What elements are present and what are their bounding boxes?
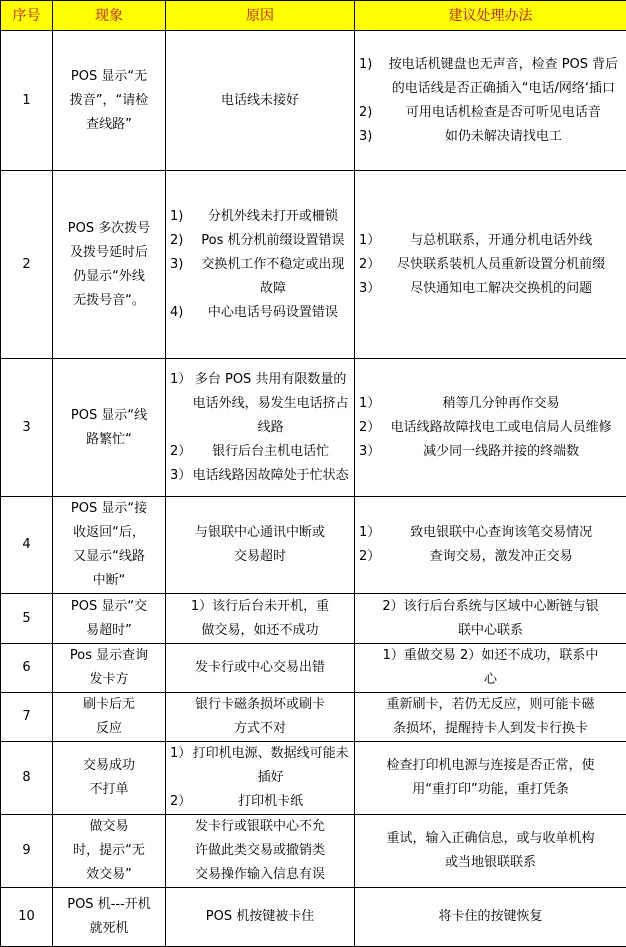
list-text: 与总机联系，开通分机电话外线 — [380, 229, 622, 253]
list-item — [359, 253, 622, 277]
table-row — [1, 888, 626, 947]
list-marker: 3) — [359, 125, 385, 149]
phenomenon-cell — [53, 644, 166, 693]
list-item — [170, 301, 350, 325]
list-marker: 1） — [170, 368, 191, 440]
list-marker: 3） — [359, 440, 380, 464]
solution-line: 1）重做交易 2）如还不成功，联系中 — [359, 644, 622, 668]
list-item — [359, 392, 622, 416]
list-marker: 4) — [170, 301, 196, 325]
phenomenon-line: 拨音”，“请检 — [57, 89, 161, 113]
solution-line: 条损坏，提醒持卡人到发卡行换卡 — [359, 717, 622, 741]
cause-line: 1）该行后台未开机，重 — [170, 595, 350, 619]
phenomenon-cell — [53, 497, 166, 594]
list-text: 按电话机键盘也无声音，检查 POS 背后的电话线是否正确插入“电话/网络‘插口 — [385, 53, 622, 101]
phenomenon-line: 仍显示“外线 — [57, 265, 161, 289]
numbered-list — [170, 368, 350, 488]
phenomenon-line: 易超时” — [57, 619, 161, 643]
list-marker: 2) — [359, 101, 385, 125]
phenomenon-cell — [53, 815, 166, 888]
seq-cell: 3 — [1, 359, 53, 497]
table-row — [1, 171, 626, 359]
list-item — [170, 464, 350, 488]
cause-cell — [166, 815, 355, 888]
table-row — [1, 742, 626, 815]
table-row — [1, 693, 626, 742]
table-row — [1, 31, 626, 171]
numbered-list — [359, 521, 622, 569]
list-text: 电话线路故障找电工或电信局人员维修 — [380, 416, 622, 440]
solution-line: 重新刷卡，若仍无反应，则可能卡磁 — [359, 693, 622, 717]
list-marker: 2） — [359, 253, 380, 277]
header-phenomenon: 现象 — [53, 1, 166, 31]
cause-line: 与银联中心通讯中断或 — [170, 521, 350, 545]
cause-cell — [166, 594, 355, 644]
phenomenon-line: 反应 — [57, 717, 161, 741]
phenomenon-line: POS 显示“接 — [57, 497, 161, 521]
solution-cell — [355, 31, 626, 171]
cause-line: 发卡行或中心交易出错 — [170, 656, 350, 680]
phenomenon-line: 无拨号音“。 — [57, 289, 161, 313]
solution-line: 联中心联系 — [359, 619, 622, 643]
phenomenon-line: 时，提示“无 — [57, 839, 161, 863]
seq-cell: 7 — [1, 693, 53, 742]
cause-cell — [166, 888, 355, 947]
numbered-list — [170, 742, 350, 814]
solution-cell — [355, 171, 626, 359]
seq-cell: 2 — [1, 171, 53, 359]
phenomenon-line: 发卡方 — [57, 668, 161, 692]
phenomenon-line: 中断“ — [57, 569, 161, 593]
list-item — [359, 545, 622, 569]
phenomenon-line: 又显示“线路 — [57, 545, 161, 569]
phenomenon-line: 及拨号延时后 — [57, 241, 161, 265]
solution-cell — [355, 888, 626, 947]
seq-cell: 9 — [1, 815, 53, 888]
cause-line: 交易超时 — [170, 545, 350, 569]
list-text: 稍等几分钟再作交易 — [380, 392, 622, 416]
list-marker: 3） — [359, 277, 380, 301]
cause-cell — [166, 644, 355, 693]
list-text: 尽快联系装机人员重新设置分机前缀 — [380, 253, 622, 277]
cause-line: 交易操作输入信息有误 — [170, 863, 350, 887]
list-text: 打印机电源、数据线可能未插好 — [191, 742, 350, 790]
list-item — [359, 521, 622, 545]
phenomenon-line: 做交易 — [57, 815, 161, 839]
cause-line: 银行卡磁条损坏或刷卡 — [170, 693, 350, 717]
phenomenon-cell — [53, 888, 166, 947]
table-row — [1, 497, 626, 594]
solution-line: 将卡住的按键恢复 — [359, 905, 622, 929]
phenomenon-cell — [53, 594, 166, 644]
list-text: 查询交易，激发冲正交易 — [380, 545, 622, 569]
solution-line: 重试，输入正确信息，或与收单机构 — [359, 827, 622, 851]
list-item — [170, 253, 350, 301]
phenomenon-line: 交易成功 — [57, 754, 161, 778]
numbered-list — [359, 53, 622, 149]
phenomenon-line: 就死机 — [57, 917, 161, 941]
list-marker: 1) — [170, 205, 196, 229]
phenomenon-line: 刷卡后无 — [57, 693, 161, 717]
cause-cell — [166, 171, 355, 359]
seq-cell: 6 — [1, 644, 53, 693]
list-marker: 2） — [359, 545, 380, 569]
list-text: 银行后台主机电话忙 — [191, 440, 350, 464]
list-item — [359, 277, 622, 301]
solution-line: 用“重打印”功能，重打凭条 — [359, 778, 622, 802]
list-item — [359, 53, 622, 101]
list-marker: 1） — [359, 521, 380, 545]
header-cause: 原因 — [166, 1, 355, 31]
cause-line: POS 机按键被卡住 — [170, 905, 350, 929]
list-item — [170, 742, 350, 790]
list-item — [170, 229, 350, 253]
phenomenon-line: POS 多次拨号 — [57, 217, 161, 241]
numbered-list — [359, 392, 622, 464]
phenomenon-cell — [53, 359, 166, 497]
list-marker: 2） — [170, 440, 191, 464]
cause-cell — [166, 742, 355, 815]
solution-line: 检查打印机电源与连接是否正常，使 — [359, 754, 622, 778]
table-row — [1, 644, 626, 693]
seq-cell: 1 — [1, 31, 53, 171]
list-text: 减少同一线路并接的终端数 — [380, 440, 622, 464]
seq-cell: 4 — [1, 497, 53, 594]
list-text: 电话线路因故障处于忙状态 — [191, 464, 350, 488]
numbered-list — [170, 205, 350, 325]
list-marker: 2） — [359, 416, 380, 440]
phenomenon-line: 效交易” — [57, 863, 161, 887]
list-item — [170, 790, 350, 814]
solution-cell — [355, 359, 626, 497]
list-text: 多台 POS 共用有限数量的电话外线，易发生电话挤占线路 — [191, 368, 350, 440]
list-item — [170, 205, 350, 229]
phenomenon-line: Pos 显示查询 — [57, 644, 161, 668]
solution-line: 心 — [359, 668, 622, 692]
solution-cell — [355, 742, 626, 815]
phenomenon-line: POS 显示“线 — [57, 404, 161, 428]
list-marker: 1) — [359, 53, 385, 101]
cause-cell — [166, 497, 355, 594]
cause-line: 电话线未接好 — [170, 89, 350, 113]
list-item — [359, 416, 622, 440]
phenomenon-cell — [53, 693, 166, 742]
header-seq: 序号 — [1, 1, 53, 31]
seq-cell: 10 — [1, 888, 53, 947]
table-row — [1, 594, 626, 644]
solution-cell — [355, 815, 626, 888]
list-text: 打印机卡纸 — [191, 790, 350, 814]
seq-cell: 5 — [1, 594, 53, 644]
list-marker: 1） — [359, 229, 380, 253]
header-row — [1, 1, 626, 31]
list-text: 分机外线未打开或柵锁 — [196, 205, 350, 229]
cause-cell — [166, 359, 355, 497]
list-text: 致电银联中心查询该笔交易情况 — [380, 521, 622, 545]
table-row — [1, 359, 626, 497]
solution-cell — [355, 693, 626, 742]
solution-cell — [355, 497, 626, 594]
phenomenon-cell — [53, 742, 166, 815]
cause-line: 许做此类交易或撤销类 — [170, 839, 350, 863]
numbered-list — [359, 229, 622, 301]
cause-line: 方式不对 — [170, 717, 350, 741]
list-text: 如仍未解决请找电工 — [385, 125, 622, 149]
phenomenon-line: 不打单 — [57, 778, 161, 802]
header-solution: 建议处理办法 — [355, 1, 626, 31]
list-text: Pos 机分机前缀设置错误 — [196, 229, 350, 253]
phenomenon-cell — [53, 171, 166, 359]
list-marker: 1） — [170, 742, 191, 790]
phenomenon-line: 查线路” — [57, 113, 161, 137]
list-marker: 1） — [359, 392, 380, 416]
list-item — [359, 125, 622, 149]
list-item — [359, 440, 622, 464]
list-marker: 2） — [170, 790, 191, 814]
solution-line: 2）该行后台系统与区域中心断链与银 — [359, 595, 622, 619]
list-marker: 2) — [170, 229, 196, 253]
solution-line: 或当地银联联系 — [359, 851, 622, 875]
list-marker: 3) — [170, 253, 196, 301]
list-text: 交换机工作不稳定或出现故障 — [196, 253, 350, 301]
phenomenon-line: POS 显示“交 — [57, 595, 161, 619]
list-text: 中心电话号码设置错误 — [196, 301, 350, 325]
cause-line: 发卡行或银联中心不允 — [170, 815, 350, 839]
list-item — [359, 229, 622, 253]
phenomenon-line: POS 显示“无 — [57, 65, 161, 89]
phenomenon-line: POS 机---开机 — [57, 893, 161, 917]
list-text: 可用电话机检查是否可听见电话音 — [385, 101, 622, 125]
seq-cell: 8 — [1, 742, 53, 815]
list-item — [170, 440, 350, 464]
list-marker: 3） — [170, 464, 191, 488]
phenomenon-line: 收返回“后， — [57, 521, 161, 545]
solution-cell — [355, 594, 626, 644]
phenomenon-line: 路繁忙“ — [57, 428, 161, 452]
list-text: 尽快通知电工解决交换机的问题 — [380, 277, 622, 301]
list-item — [359, 101, 622, 125]
phenomenon-cell — [53, 31, 166, 171]
table-row — [1, 815, 626, 888]
solution-cell — [355, 644, 626, 693]
cause-cell — [166, 693, 355, 742]
cause-cell — [166, 31, 355, 171]
cause-line: 做交易，如还不成功 — [170, 619, 350, 643]
list-item — [170, 368, 350, 440]
